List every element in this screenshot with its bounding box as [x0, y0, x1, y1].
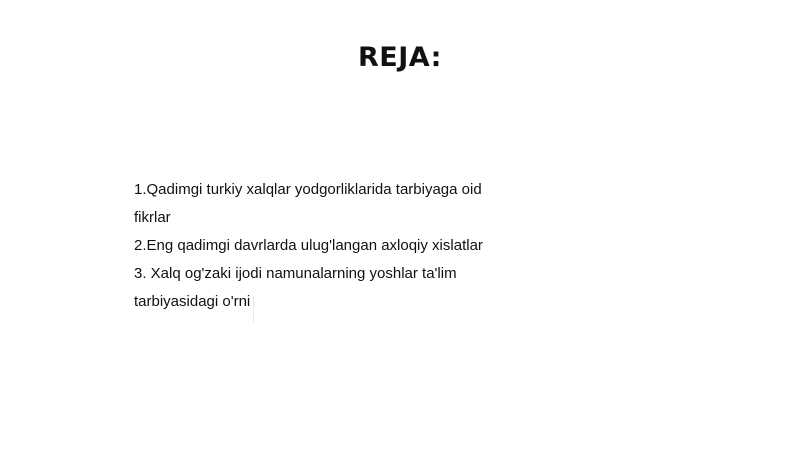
text-cursor — [253, 296, 254, 322]
plan-item-3: 3. Xalq og'zaki ijodi namunalarning yoshlar ta'lim tarbiyasidagi o'rni — [134, 265, 457, 310]
slide-title: REJA: — [358, 42, 442, 73]
plan-item-2: 2.Eng qadimgi davrlarda ulug'langan axloqiy xislatlar — [134, 237, 483, 254]
plan-list — [134, 176, 514, 316]
plan-item-1: 1.Qadimgi turkiy xalqlar yodgorliklarida tarbiyaga oid fikrlar — [134, 181, 482, 226]
